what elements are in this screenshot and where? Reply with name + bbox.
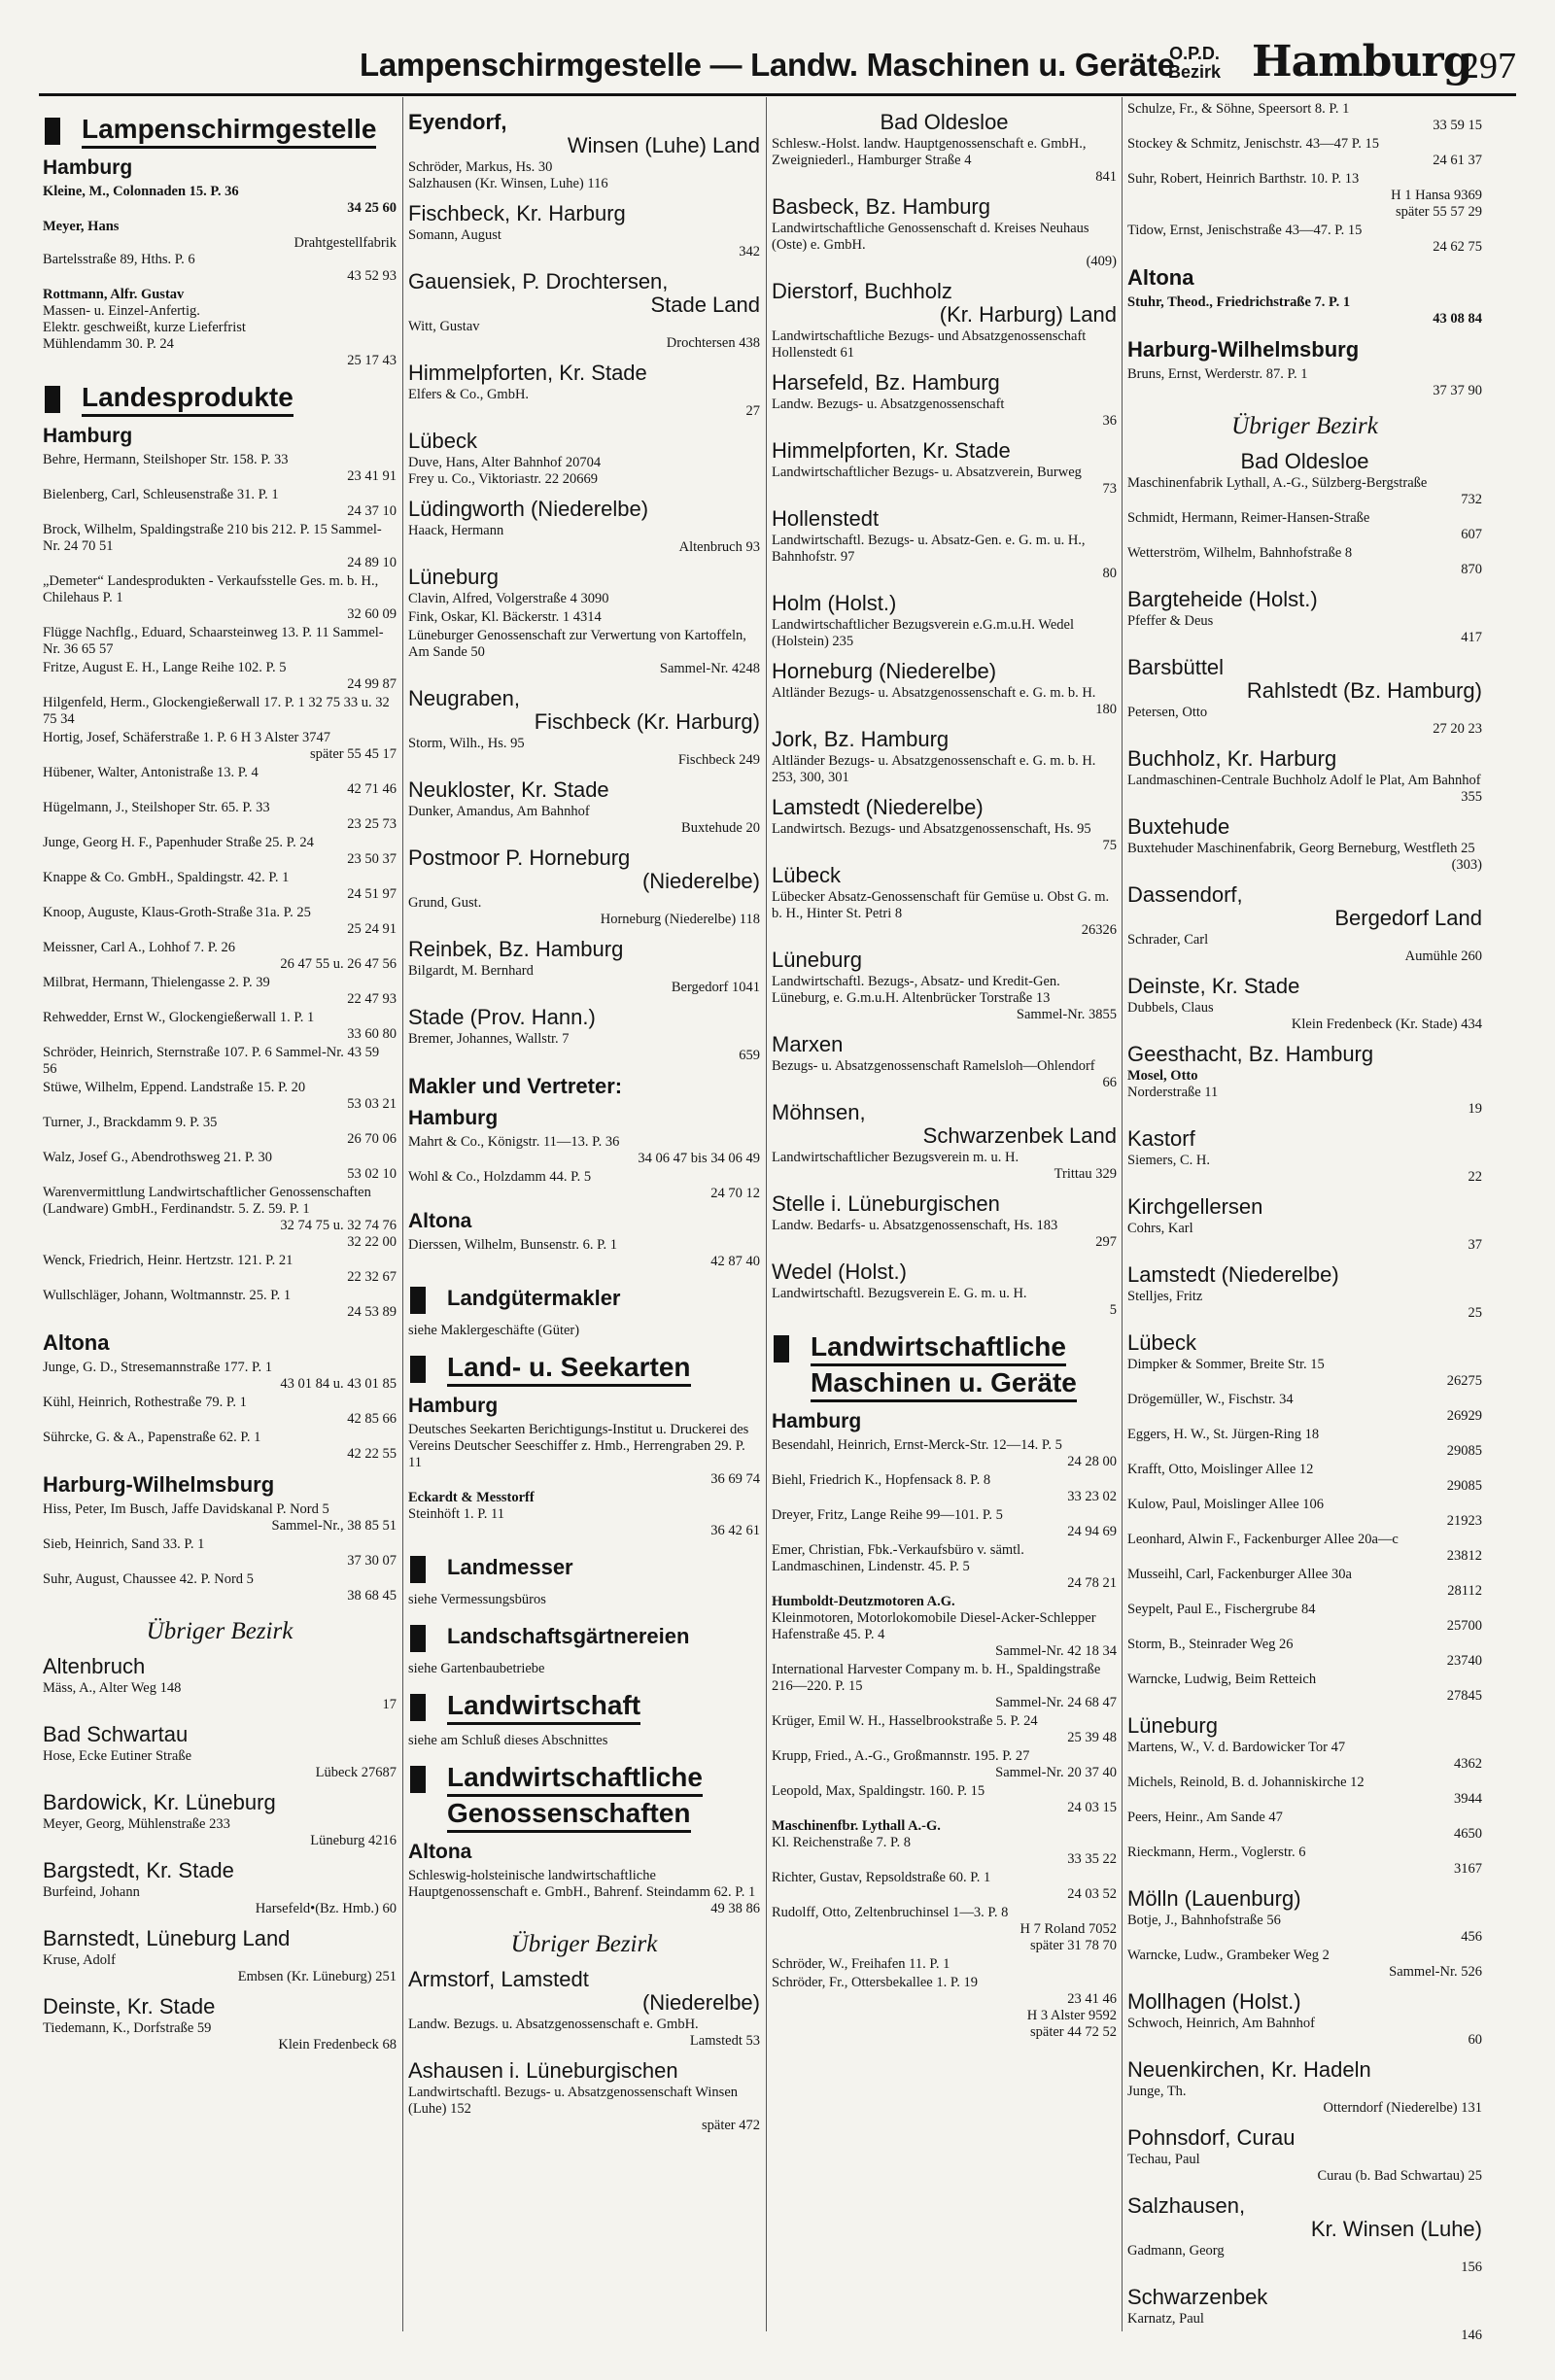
- listing-entry: Landwirtschaftliche Genossenschaft d. Kreises Neuhaus (Oste) e. GmbH. (409): [772, 221, 1117, 269]
- listing-entry: Techau, Paul Curau (b. Bad Schwartau) 25: [1127, 2152, 1482, 2184]
- town-heading: Salzhausen, Kr. Winsen (Luhe): [1127, 2193, 1482, 2241]
- city-heading: Hamburg: [43, 156, 133, 179]
- listing-entry: Hilgenfeld, Herm., Glockengießerwall 17. P. 1 32 75 33 u. 32 75 34: [43, 695, 390, 727]
- town-heading: Lamstedt (Niederelbe): [772, 795, 984, 819]
- listing-entry: Bilgardt, M. Bernhard Bergedorf 1041: [408, 963, 760, 995]
- listing-entry: Storm, B., Steinrader Weg 26 23740: [1127, 1637, 1482, 1669]
- listing-entry: Landw. Bezugs- u. Absatzgenossenschaft 36: [772, 397, 1117, 429]
- section-marker: [410, 1556, 426, 1583]
- listing-entry: Krafft, Otto, Moislinger Allee 12 29085: [1127, 1462, 1482, 1494]
- listing-entry: Buxtehuder Maschinenfabrik, Georg Berneburg, Westfleth 25 (303): [1127, 841, 1482, 873]
- column-1: [43, 101, 397, 2055]
- town-heading: Deinste, Kr. Stade: [43, 1994, 216, 2018]
- town-heading: Barsbüttel Rahlstedt (Bz. Hamburg): [1127, 655, 1482, 703]
- town-heading: Stelle i. Lüneburgischen: [772, 1191, 1000, 1216]
- town-heading: Lübeck: [772, 863, 841, 887]
- listing-entry: Martens, W., V. d. Bardowicker Tor 47 4362: [1127, 1740, 1482, 1772]
- column-divider: [766, 97, 767, 2331]
- town-heading: Himmelpforten, Kr. Stade: [772, 438, 1011, 463]
- section-marker: [45, 386, 60, 413]
- region-heading: Übriger Bezirk: [146, 1618, 294, 1644]
- listing-entry: Landwirtschaftliche Bezugs- und Absatzgenossenschaft Hollenstedt 61: [772, 328, 1087, 361]
- listing-entry: Kühl, Heinrich, Rothestraße 79. P. 1 42 85 66: [43, 1395, 397, 1427]
- listing-entry: Suhr, Robert, Heinrich Barthstr. 10. P. 13 H 1 Hansa 9369 später 55 57 29: [1127, 171, 1482, 220]
- city-heading: Hamburg: [408, 1395, 499, 1417]
- listing-entry: Maschinenfabrik Lythall, A.-G., Sülzberg-Bergstraße 732: [1127, 475, 1482, 507]
- listing-entry: Flügge Nachflg., Eduard, Schaarsteinweg 13. P. 11 Sammel-Nr. 36 65 57: [43, 625, 384, 657]
- town-heading: Lübeck: [1127, 1330, 1196, 1355]
- listing-entry: Stockey & Schmitz, Jenischstr. 43—47 P. 15 24 61 37: [1127, 136, 1482, 168]
- city-heading: Harburg-Wilhelmsburg: [1127, 337, 1360, 362]
- town-heading: Harsefeld, Bz. Hamburg: [772, 370, 1000, 395]
- town-heading: Bardowick, Kr. Lüneburg: [43, 1790, 276, 1814]
- city-heading: Harburg-Wilhelmsburg: [43, 1472, 275, 1497]
- town-heading: Hollenstedt: [772, 506, 880, 531]
- cross-reference: siehe am Schluß dieses Abschnittes: [408, 1733, 608, 1748]
- listing-entry: Meyer, Georg, Mühlenstraße 233 Lüneburg 4216: [43, 1816, 397, 1848]
- listing-entry: Hortig, Josef, Schäferstraße 1. P. 6 H 3 Alster 3747 später 55 45 17: [43, 730, 397, 762]
- town-heading: Neugraben, Fischbeck (Kr. Harburg): [408, 686, 760, 734]
- section-heading: Landwirtschaftliche Maschinen u. Geräte: [772, 1330, 1117, 1402]
- town-heading: Kirchgellersen: [1127, 1194, 1263, 1219]
- listing-entry: Leopold, Max, Spaldingstr. 160. P. 15 24 03 15: [772, 1783, 1117, 1815]
- section-heading: Landschaftsgärtnereien: [408, 1620, 760, 1653]
- listing-entry: Junge, Georg H. F., Papenhuder Straße 25. P. 24 23 50 37: [43, 835, 397, 867]
- listing-entry: Fritze, August E. H., Lange Reihe 102. P. 5 24 99 87: [43, 660, 397, 692]
- listing-entry: Landwirtsch. Bezugs- und Absatzgenossenschaft, Hs. 95 75: [772, 821, 1117, 853]
- listing-entry: Wohl & Co., Holzdamm 44. P. 5 24 70 12: [408, 1169, 760, 1201]
- listing-entry: Dierssen, Wilhelm, Bunsenstr. 6. P. 1 42 87 40: [408, 1237, 760, 1269]
- listing-entry: Pfeffer & Deus 417: [1127, 613, 1482, 645]
- town-heading: Lüdingworth (Niederelbe): [408, 497, 649, 521]
- listing-entry: Leonhard, Alwin F., Fackenburger Allee 20a—c 23812: [1127, 1532, 1482, 1564]
- listing-entry: Landwirtschaftlicher Bezugsverein m. u. H. Trittau 329: [772, 1150, 1117, 1182]
- town-heading: Holm (Holst.): [772, 591, 897, 615]
- listing-entry: Krüger, Emil W. H., Hasselbrookstraße 5. P. 24 25 39 48: [772, 1713, 1117, 1745]
- listing-entry: Mahrt & Co., Königstr. 11—13. P. 36 34 06 47 bis 34 06 49: [408, 1134, 760, 1166]
- listing-entry: Eckardt & Messtorff Steinhöft 1. P. 11 36 42 61: [408, 1490, 760, 1538]
- listing-entry: Mäss, A., Alter Weg 148 17: [43, 1680, 397, 1712]
- town-heading: Bad Schwartau: [43, 1722, 189, 1746]
- listing-entry: Rudolff, Otto, Zeltenbruchinsel 1—3. P. 8 H 7 Roland 7052 später 31 78 70: [772, 1905, 1117, 1953]
- listing-entry: Cohrs, Karl 37: [1127, 1221, 1482, 1253]
- town-heading: Bad Oldesloe: [1240, 449, 1369, 473]
- listing-entry: Landwirtschaftl. Bezugs- u. Absatz-Gen. e. G. m. u. H., Bahnhofstr. 97 80: [772, 533, 1117, 581]
- listing-entry: Bezugs- u. Absatzgenossenschaft Ramelsloh—Ohlendorf 66: [772, 1058, 1117, 1090]
- listing-entry: Hügelmann, J., Steilshoper Str. 65. P. 33 23 25 73: [43, 800, 397, 832]
- listing-entry: Landw. Bedarfs- u. Absatzgenossenschaft, Hs. 183 297: [772, 1218, 1117, 1250]
- listing-entry: Bruns, Ernst, Werderstr. 87. P. 1 37 37 90: [1127, 366, 1482, 398]
- listing-entry: Schröder, Markus, Hs. 30 Salzhausen (Kr. Winsen, Luhe) 116: [408, 159, 608, 191]
- listing-entry: Warncke, Ludwig, Beim Retteich 27845: [1127, 1672, 1482, 1704]
- listing-entry: Burfeind, Johann Harsefeld•(Bz. Hmb.) 60: [43, 1884, 397, 1916]
- town-heading: Dierstorf, Buchholz (Kr. Harburg) Land: [772, 279, 1117, 327]
- column-divider: [1122, 97, 1123, 2331]
- listing-entry: Deutsches Seekarten Berichtigungs-Institut u. Druckerei des Vereins Deutscher Seeschiffer z. Hmb., Herrengraben 29. P. 11 36 69 74: [408, 1422, 760, 1487]
- listing-entry: „Demeter“ Landesprodukten - Verkaufsstelle Ges. m. b. H., Chilehaus P. 1 32 60 09: [43, 573, 397, 622]
- town-heading: Eyendorf, Winsen (Luhe) Land: [408, 110, 760, 157]
- listing-entry: Schmidt, Hermann, Reimer-Hansen-Straße 607: [1127, 510, 1482, 542]
- section-heading: Landesprodukte: [43, 381, 397, 417]
- section-heading: Landgütermakler: [408, 1282, 760, 1315]
- listing-entry: Dreyer, Fritz, Lange Reihe 99—101. P. 5 24 94 69: [772, 1507, 1117, 1539]
- listing-entry: Kleine, M., Colonnaden 15. P. 36 34 25 60: [43, 184, 397, 216]
- section-marker: [410, 1694, 426, 1721]
- city-heading: Altona: [408, 1841, 472, 1863]
- cross-reference: siehe Vermessungsbüros: [408, 1592, 546, 1607]
- listing-entry: Rehwedder, Ernst W., Glockengießerwall 1. P. 1 33 60 80: [43, 1010, 397, 1042]
- town-heading: Lüneburg: [1127, 1713, 1218, 1738]
- listing-entry: Haack, Hermann Altenbruch 93: [408, 523, 760, 555]
- town-heading: Geesthacht, Bz. Hamburg: [1127, 1042, 1374, 1066]
- page-number: 297: [1461, 46, 1516, 86]
- listing-entry: Botje, J., Bahnhofstraße 56 456: [1127, 1913, 1482, 1945]
- town-heading: Horneburg (Niederelbe): [772, 659, 997, 683]
- listing-entry: Eggers, H. W., St. Jürgen-Ring 18 29085: [1127, 1427, 1482, 1459]
- listing-entry: Stuhr, Theod., Friedrichstraße 7. P. 1 43 08 84: [1127, 294, 1482, 327]
- town-heading: Ashausen i. Lüneburgischen: [408, 2058, 678, 2083]
- town-heading: Gauensiek, P. Drochtersen, Stade Land: [408, 269, 760, 317]
- listing-entry: Junge, Th. Otterndorf (Niederelbe) 131: [1127, 2084, 1482, 2116]
- town-heading: Möhnsen, Schwarzenbek Land: [772, 1100, 1117, 1148]
- listing-entry: Landwirtschaftlicher Bezugs- u. Absatzverein, Burweg 73: [772, 465, 1117, 497]
- listing-entry: Petersen, Otto 27 20 23: [1127, 705, 1482, 737]
- listing-entry: Biehl, Friedrich K., Hopfensack 8. P. 8 33 23 02: [772, 1472, 1117, 1504]
- listing-entry: Lübecker Absatz-Genossenschaft für Gemüse u. Obst G. m. b. H., Hinter St. Petri 8 26326: [772, 889, 1117, 938]
- listing-entry: Bremer, Johannes, Wallstr. 7 659: [408, 1031, 760, 1063]
- listing-entry: Kruse, Adolf Embsen (Kr. Lüneburg) 251: [43, 1952, 397, 1984]
- listing-entry: Dubbels, Claus Klein Fredenbeck (Kr. Stade) 434: [1127, 1000, 1482, 1032]
- town-heading: Fischbeck, Kr. Harburg: [408, 201, 626, 225]
- section-heading: Landmesser: [408, 1551, 760, 1584]
- running-title: Lampenschirmgestelle — Landw. Maschinen u. Geräte: [360, 47, 1175, 83]
- listing-entry: Bielenberg, Carl, Schleusenstraße 31. P. 1 24 37 10: [43, 487, 397, 519]
- listing-entry: Gadmann, Georg 156: [1127, 2243, 1482, 2275]
- listing-entry: International Harvester Company m. b. H., Spaldingstraße 216—220. P. 15 Sammel-Nr. 24 68 47: [772, 1662, 1117, 1710]
- listing-entry: Meyer, Hans Drahtgestellfabrik Bartelsstraße 89, Hths. P. 6 43 52 93: [43, 219, 397, 284]
- city-heading: Hamburg: [772, 1410, 862, 1432]
- listing-entry: Landwirtschaftl. Bezugs- u. Absatzgenossenschaft Winsen (Luhe) 152 später 472: [408, 2085, 760, 2133]
- opd-label: O.P.D. Bezirk: [1168, 44, 1222, 82]
- listing-entry: Schröder, Heinrich, Sternstraße 107. P. 6 Sammel-Nr. 43 59 56: [43, 1045, 380, 1077]
- listing-entry: Witt, Gustav Drochtersen 438: [408, 319, 760, 351]
- listing-entry: Fink, Oskar, Kl. Bäckerstr. 1 4314: [408, 609, 602, 625]
- listing-entry: Peers, Heinr., Am Sande 47 4650: [1127, 1810, 1482, 1842]
- listing-entry: Suhr, August, Chaussee 42. P. Nord 5 38 68 45: [43, 1571, 397, 1604]
- city-heading: Altona: [1127, 265, 1194, 290]
- listing-entry: Brock, Wilhelm, Spaldingstraße 210 bis 212. P. 15 Sammel-Nr. 24 70 51 24 89 10: [43, 522, 397, 570]
- listing-entry: Dimpker & Sommer, Breite Str. 15 26275: [1127, 1357, 1482, 1389]
- section-marker: [774, 1335, 789, 1362]
- section-heading: Land- u. Seekarten: [408, 1351, 760, 1387]
- town-heading: Wedel (Holst.): [772, 1259, 907, 1284]
- listing-entry: Besendahl, Heinrich, Ernst-Merck-Str. 12—14. P. 5 24 28 00: [772, 1437, 1117, 1469]
- listing-entry: Grund, Gust. Horneburg (Niederelbe) 118: [408, 895, 760, 927]
- cross-reference: siehe Maklergeschäfte (Güter): [408, 1323, 580, 1338]
- section-heading: Landwirtschaftliche Genossenschaften: [408, 1761, 760, 1833]
- listing-entry: Landw. Bezugs. u. Absatzgenossenschaft e. GmbH. Lamstedt 53: [408, 2017, 760, 2049]
- town-heading: Kastorf: [1127, 1126, 1195, 1151]
- town-heading: Bargteheide (Holst.): [1127, 587, 1318, 611]
- town-heading: Reinbek, Bz. Hamburg: [408, 937, 624, 961]
- listing-entry: Warenvermittlung Landwirtschaftlicher Genossenschaften (Landware) GmbH., Ferdinandstr. 5. Z. 59. P. 1 32 74 75 u. 32 74 76 32 22 00: [43, 1185, 397, 1250]
- town-heading: Bargstedt, Kr. Stade: [43, 1858, 234, 1882]
- listing-entry: Maschinenfbr. Lythall A.-G. Kl. Reichenstraße 7. P. 8 33 35 22: [772, 1818, 1117, 1867]
- listing-entry: Wullschläger, Johann, Woltmannstr. 25. P. 1 24 53 89: [43, 1288, 397, 1320]
- listing-entry: Michels, Reinold, B. d. Johanniskirche 12 3944: [1127, 1775, 1482, 1807]
- listing-entry: Sührcke, G. & A., Papenstraße 62. P. 1 42 22 55: [43, 1430, 397, 1462]
- section-marker: [410, 1356, 426, 1383]
- listing-entry: Duve, Hans, Alter Bahnhof 20704 Frey u. Co., Viktoriastr. 22 20669: [408, 455, 602, 487]
- section-heading: Makler und Vertreter:: [408, 1074, 623, 1098]
- page-header: [39, 35, 1516, 96]
- listing-entry: Karnatz, Paul 146: [1127, 2311, 1482, 2343]
- town-heading: Mölln (Lauenburg): [1127, 1886, 1301, 1911]
- city-heading: Hamburg: [43, 425, 133, 447]
- listing-entry: Humboldt-Deutzmotoren A.G. Kleinmotoren, Motorlokomobile Diesel-Acker-Schlepper Hafenstraße 45. P. 4 Sammel-Nr. 42 18 34: [772, 1594, 1117, 1659]
- town-heading: Schwarzenbek: [1127, 2285, 1268, 2309]
- listing-entry: Warncke, Ludw., Grambeker Weg 2 Sammel-Nr. 526: [1127, 1948, 1482, 1980]
- listing-entry: Somann, August 342: [408, 227, 760, 259]
- listing-entry: Kulow, Paul, Moislinger Allee 106 21923: [1127, 1497, 1482, 1529]
- town-heading: Buchholz, Kr. Harburg: [1127, 746, 1337, 771]
- section-marker: [410, 1287, 426, 1314]
- column-4: [1127, 101, 1482, 2346]
- town-heading: Lüneburg: [408, 565, 499, 589]
- listing-entry: Wenck, Friedrich, Heinr. Hertzstr. 121. P. 21 22 32 67: [43, 1253, 397, 1285]
- listing-entry: Altländer Bezugs- u. Absatzgenossenschaft e. G. m. b. H. 253, 300, 301: [772, 753, 1096, 785]
- town-heading: Neuenkirchen, Kr. Hadeln: [1127, 2057, 1371, 2082]
- town-heading: Armstorf, Lamstedt (Niederelbe): [408, 1967, 760, 2015]
- listing-entry: Stelljes, Fritz 25: [1127, 1289, 1482, 1321]
- listing-entry: Hiss, Peter, Im Busch, Jaffe Davidskanal P. Nord 5 Sammel-Nr., 38 85 51: [43, 1501, 397, 1534]
- town-heading: Barnstedt, Lüneburg Land: [43, 1926, 291, 1950]
- town-heading: Dassendorf, Bergedorf Land: [1127, 882, 1482, 930]
- listing-entry: Knappe & Co. GmbH., Spaldingstr. 42. P. 1 24 51 97: [43, 870, 397, 902]
- listing-entry: Lüneburger Genossenschaft zur Verwertung von Kartoffeln, Am Sande 50 Sammel-Nr. 4248: [408, 628, 760, 676]
- listing-entry: Stüwe, Wilhelm, Eppend. Landstraße 15. P. 20 53 03 21: [43, 1080, 397, 1112]
- town-heading: Bad Oldesloe: [880, 110, 1009, 134]
- listing-entry: Hübener, Walter, Antonistraße 13. P. 4 42 71 46: [43, 765, 397, 797]
- section-marker: [410, 1766, 426, 1793]
- listing-entry: Wetterström, Wilhelm, Bahnhofstraße 8 870: [1127, 545, 1482, 577]
- listing-entry: Tidow, Ernst, Jenischstraße 43—47. P. 15 24 62 75: [1127, 223, 1482, 255]
- listing-entry: Schlesw.-Holst. landw. Hauptgenossenschaft e. GmbH., Zweigniederl., Hamburger Straße 4 841: [772, 136, 1117, 185]
- town-heading: Marxen: [772, 1032, 844, 1056]
- listing-entry: Storm, Wilh., Hs. 95 Fischbeck 249: [408, 736, 760, 768]
- section-heading: Landwirtschaft: [408, 1689, 760, 1725]
- town-heading: Deinste, Kr. Stade: [1127, 974, 1300, 998]
- town-heading: Pohnsdorf, Curau: [1127, 2125, 1296, 2150]
- listing-entry: Musseihl, Carl, Fackenburger Allee 30a 28112: [1127, 1567, 1482, 1599]
- town-heading: Lamstedt (Niederelbe): [1127, 1262, 1339, 1287]
- listing-entry: Clavin, Alfred, Volgerstraße 4 3090: [408, 591, 609, 606]
- listing-entry: Hose, Ecke Eutiner Straße Lübeck 27687: [43, 1748, 397, 1780]
- listing-entry: Milbrat, Hermann, Thielengasse 2. P. 39 22 47 93: [43, 975, 397, 1007]
- town-heading: Himmelpforten, Kr. Stade: [408, 361, 647, 385]
- listing-entry: Schröder, Fr., Ottersbekallee 1. P. 19 23 41 46 H 3 Alster 9592 später 44 72 52: [772, 1975, 1117, 2040]
- listing-entry: Krupp, Fried., A.-G., Großmannstr. 195. P. 27 Sammel-Nr. 20 37 40: [772, 1748, 1117, 1780]
- section-heading: Lampenschirmgestelle: [43, 113, 397, 149]
- listing-entry: Richter, Gustav, Repsoldstraße 60. P. 1 24 03 52: [772, 1870, 1117, 1902]
- town-heading: Altenbruch: [43, 1654, 146, 1678]
- listing-entry: Turner, J., Brackdamm 9. P. 35 26 70 06: [43, 1115, 397, 1147]
- listing-entry: Dunker, Amandus, Am Bahnhof Buxtehude 20: [408, 804, 760, 836]
- listing-entry: Siemers, C. H. 22: [1127, 1153, 1482, 1185]
- listing-entry: Landmaschinen-Centrale Buchholz Adolf le Plat, Am Bahnhof 355: [1127, 773, 1482, 805]
- town-heading: Lübeck: [408, 429, 477, 453]
- town-heading: Mollhagen (Holst.): [1127, 1989, 1301, 2014]
- section-marker: [410, 1625, 426, 1652]
- listing-entry: Meissner, Carl A., Lohhof 7. P. 26 26 47 55 u. 26 47 56: [43, 940, 397, 972]
- town-heading: Basbeck, Bz. Hamburg: [772, 194, 990, 219]
- town-heading: Stade (Prov. Hann.): [408, 1005, 596, 1029]
- town-heading: Lüneburg: [772, 948, 862, 972]
- listing-entry: Behre, Hermann, Steilshoper Str. 158. P. 33 23 41 91: [43, 452, 397, 484]
- listing-entry: Altländer Bezugs- u. Absatzgenossenschaft e. G. m. b. H. 180: [772, 685, 1117, 717]
- listing-entry: Landwirtschaftl. Bezugsverein E. G. m. u. H. 5: [772, 1286, 1117, 1318]
- listing-entry: Rieckmann, Herm., Voglerstr. 6 3167: [1127, 1845, 1482, 1877]
- region-heading: Übriger Bezirk: [1231, 413, 1378, 439]
- listing-entry: Rottmann, Alfr. Gustav Massen- u. Einzel-Anfertig. Elektr. geschweißt, kurze Lieferfrist Mühlendamm 30. P. 24 25 17 43: [43, 287, 397, 368]
- column-2: [408, 101, 760, 2136]
- listing-entry: Mosel, Otto Norderstraße 11 19: [1127, 1068, 1482, 1117]
- listing-entry: Tiedemann, K., Dorfstraße 59 Klein Fredenbeck 68: [43, 2020, 397, 2052]
- listing-entry: Seypelt, Paul E., Fischergrube 84 25700: [1127, 1602, 1482, 1634]
- cross-reference: siehe Gartenbaubetriebe: [408, 1661, 545, 1676]
- town-heading: Jork, Bz. Hamburg: [772, 727, 950, 751]
- region-heading: Übriger Bezirk: [510, 1931, 658, 1957]
- column-3: [772, 101, 1117, 2043]
- listing-entry: Landwirtschaftl. Bezugs-, Absatz- und Kredit-Gen. Lüneburg, e. G.m.u.H. Altenbrücker Torstraße 13 Sammel-Nr. 3855: [772, 974, 1117, 1022]
- listing-entry: Walz, Josef G., Abendrothsweg 21. P. 30 53 02 10: [43, 1150, 397, 1182]
- town-heading: Buxtehude: [1127, 814, 1230, 839]
- listing-entry: Schleswig-holsteinische landwirtschaftliche Hauptgenossenschaft e. GmbH., Bahrenf. Steindamm 62. P. 1 49 38 86: [408, 1868, 760, 1916]
- town-heading: Neukloster, Kr. Stade: [408, 777, 609, 802]
- city-heading: Hamburg: [408, 1107, 499, 1129]
- listing-entry: Schulze, Fr., & Söhne, Speersort 8. P. 1 33 59 15: [1127, 101, 1482, 133]
- listing-entry: Schwoch, Heinrich, Am Bahnhof 60: [1127, 2016, 1482, 2048]
- town-heading: Postmoor P. Horneburg (Niederelbe): [408, 845, 760, 893]
- city-heading: Altona: [43, 1330, 110, 1355]
- column-divider: [402, 97, 403, 2331]
- district-name: Hamburg: [1252, 37, 1472, 86]
- listing-entry: Knoop, Auguste, Klaus-Groth-Straße 31a. P. 25 25 24 91: [43, 905, 397, 937]
- listing-entry: Drögemüller, W., Fischstr. 34 26929: [1127, 1392, 1482, 1424]
- listing-entry: Elfers & Co., GmbH. 27: [408, 387, 760, 419]
- listing-entry: Landwirtschaftlicher Bezugsverein e.G.m.u.H. Wedel (Holstein) 235: [772, 617, 1075, 649]
- listing-entry: Schrader, Carl Aumühle 260: [1127, 932, 1482, 964]
- listing-entry: Schröder, W., Freihafen 11. P. 1: [772, 1956, 950, 1972]
- listing-entry: Sieb, Heinrich, Sand 33. P. 1 37 30 07: [43, 1536, 397, 1569]
- section-marker: [45, 118, 60, 145]
- listing-entry: Junge, G. D., Stresemannstraße 177. P. 1 43 01 84 u. 43 01 85: [43, 1360, 397, 1392]
- listing-entry: Emer, Christian, Fbk.-Verkaufsbüro v. sämtl. Landmaschinen, Lindenstr. 45. P. 5 24 78 21: [772, 1542, 1117, 1591]
- city-heading: Altona: [408, 1210, 472, 1232]
